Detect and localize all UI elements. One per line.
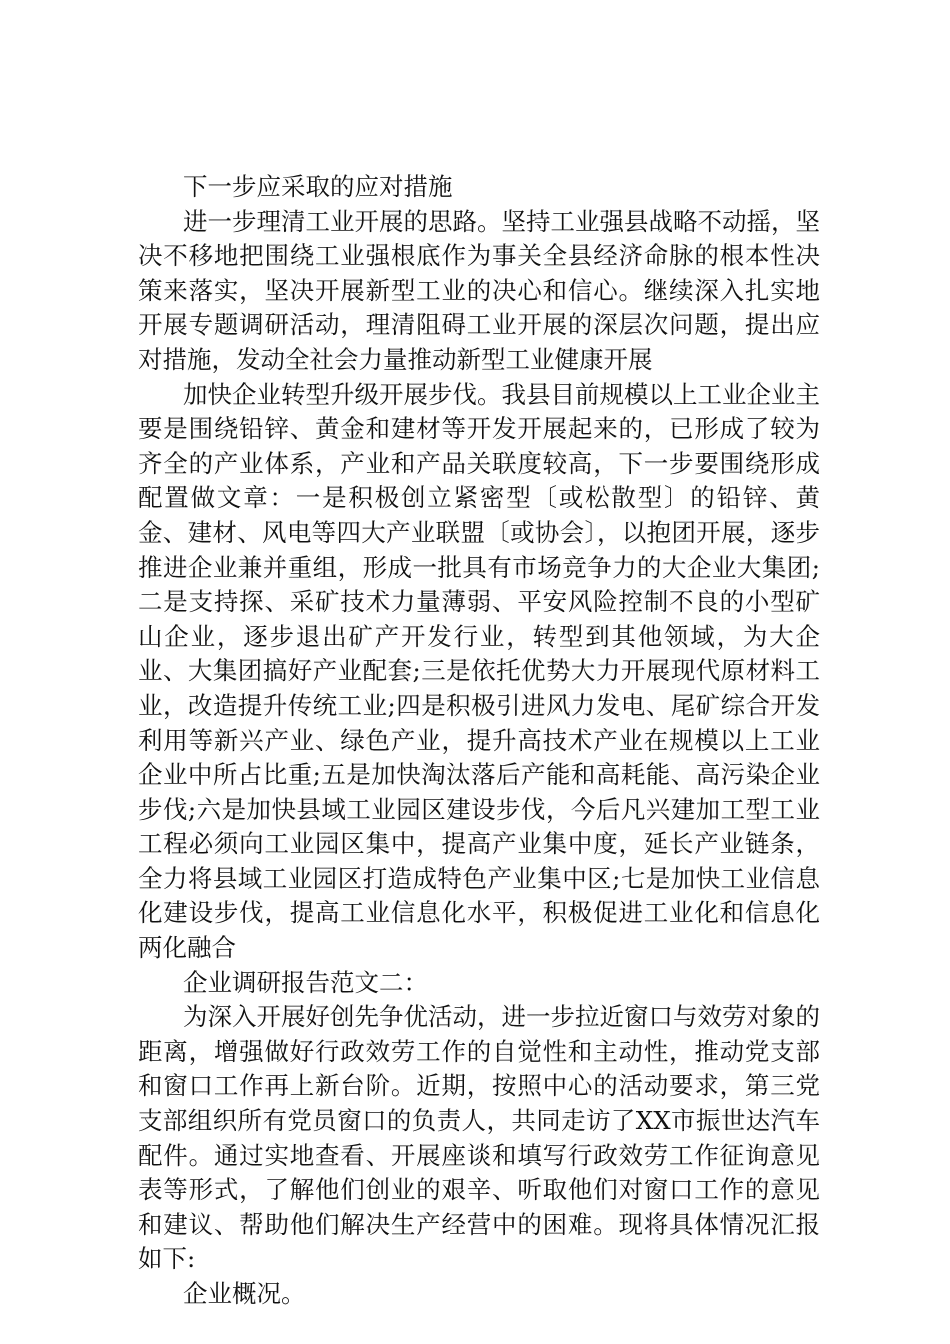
document-body bbox=[138, 170, 820, 1312]
paragraph-visit-report: 为深入开展好创先争优活动，进一步拉近窗口与效劳对象的距离，增强做好行政效劳工作的自觉性和主动性，推动党支部和窗口工作再上新台阶。近期，按照中心的活动要求，第三党支部组织所有党员窗口的负责人，共同走访了XX市振世达汽车配件。通过实地查看、开展座谈和填写行政效劳工作征询意见表等形式，了解他们创业的艰辛、听取他们对窗口工作的意见和建议、帮助他们解决生产经营中的困难。现将具体情况汇报如下: bbox=[138, 1002, 820, 1274]
section-heading-sample-two: 企业调研报告范文二： bbox=[183, 967, 428, 997]
section-heading-measures: 下一步应采取的应对措施 bbox=[183, 172, 453, 201]
section-heading-enterprise-overview: 企业概况。 bbox=[183, 1279, 306, 1308]
paragraph-industry-thinking: 进一步理清工业开展的思路。坚持工业强县战略不动摇，坚决不移地把围绕工业强根底作为事关全县经济命脉的根本性决策来落实，坚决开展新型工业的决心和信心。继续深入扎实地开展专题调研活动，理清阻碍工业开展的深层次问题，提出应对措施，发动全社会力量推动新型工业健康开展 bbox=[138, 206, 820, 374]
paragraph-enterprise-transformation: 加快企业转型升级开展步伐。我县目前规模以上工业企业主要是围绕铅锌、黄金和建材等开发开展起来的，已形成了较为齐全的产业体系，产业和产品关联度较高，下一步要围绕形成配置做文章：一是积极创立紧密型〔或松散型〕的铅锌、黄金、建材、风电等四大产业联盟〔或协会〕，以抱团开展，逐步推进企业兼并重组，形成一批具有市场竞争力的大企业大集团;二是支持探、采矿技术力量薄弱、平安风险控制不良的小型矿山企业，逐步退出矿产开发行业，转型到其他领域，为大企业、大集团搞好产业配套;三是依托优势大力开展现代原材料工业，改造提升传统工业;四是积极引进风力发电、尾矿综合开发利用等新兴产业、绿色产业，提升高技术产业在规模以上工业企业中所占比重;五是加快淘汰落后产能和高耗能、高污染企业步伐;六是加快县域工业园区建设步伐，今后凡兴建加工型工业工程必须向工业园区集中，提高产业集中度，延长产业链条，全力将县域工业园区打造成特色产业集中区;七是加快工业信息化建设步伐，提高工业信息化水平，积极促进工业化和信息化两化融合 bbox=[138, 379, 820, 963]
